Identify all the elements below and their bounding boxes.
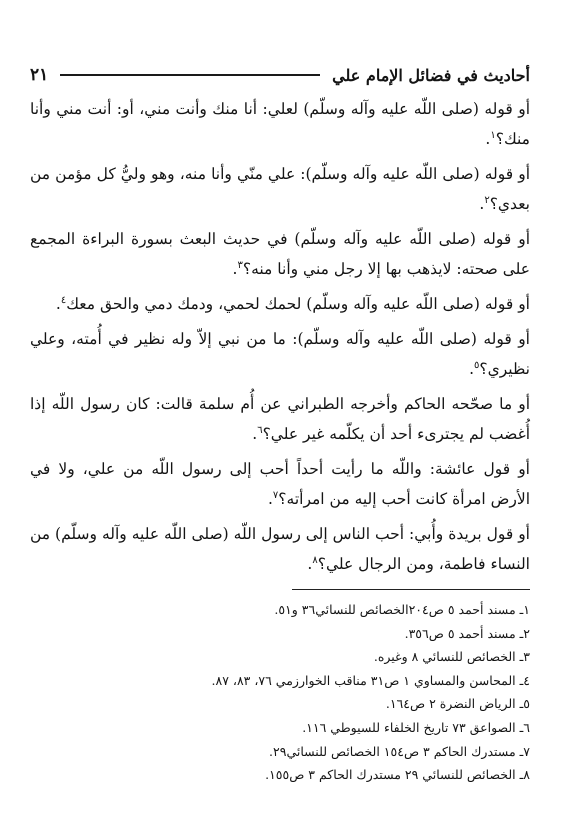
main-text — [30, 94, 530, 579]
footnote-separator — [292, 589, 530, 590]
paragraph: أو قوله (صلى اللّه عليه وآله وسلّم) لحمك لحمي، ودمك دمي والحق معك$^٤$. — [55, 294, 530, 313]
footnote: ٤ـ المحاسن والمساوي ١ ص٣١ مناقب الخوارزمي ٧٦، ٨٣، ٨٧. — [211, 672, 530, 688]
footnote-ref: ٦ — [257, 424, 263, 436]
paragraph-text: أو قوله (صلى اللّه عليه وآله وسلّم): ما من نبي إلاّ وله نظير في أُمته، وعلي نظيري؟ — [30, 330, 530, 378]
running-header — [30, 60, 530, 90]
paragraph-text: أو قول عائشة: واللّه ما رأيت أحداً أحب إلى رسول اللّه من علي، ولا في الأرض امرأة كانت أحب إليه من امرأته؟ — [30, 460, 530, 508]
paragraph: أو ما صحّحه الحاكم وأخرجه الطبراني عن أُم سلمة قالت: كان رسول اللّه إذا أُغضب لم يجترىء أحد أن يكلّمه غير علي؟$^٦$. — [30, 395, 530, 443]
running-title: أحاديث في فضائل الإمام علي — [332, 65, 530, 85]
footnote: ٣ـ الخصائص للنسائي ٨ وغيره. — [373, 649, 530, 665]
footnote: ٧ـ مستدرك الحاكم ٣ ص١٥٤ الخصائص للنسائي٢٩. — [269, 743, 530, 759]
footnote: ٦ـ الصواعق ٧٣ تاريخ الخلفاء للسيوطي ١١٦. — [302, 719, 530, 735]
book-page — [30, 60, 530, 787]
footnote-ref: ١ — [490, 129, 496, 141]
footnote-ref: ٣ — [237, 259, 243, 271]
footnote: ٥ـ الرياض النضرة ٢ ص١٦٤. — [385, 696, 530, 712]
paragraph: أو قول عائشة: واللّه ما رأيت أحداً أحب إلى رسول اللّه من علي، ولا في الأرض امرأة كانت أحب إليه من امرأته؟$^٧$. — [30, 460, 530, 508]
footnote: ٨ـ الخصائص للنسائي ٢٩ مستدرك الحاكم ٣ ص١٥٥. — [265, 767, 530, 783]
header-rule — [60, 74, 320, 76]
paragraph: أو قوله (صلى اللّه عليه وآله وسلّم) في حديث البعث بسورة البراءة المجمع على صحته: لايذهب بها إلا رجل مني وأنا منه؟$^٣$. — [30, 230, 530, 278]
footnote: ٢ـ مسند أحمد ٥ ص٣٥٦. — [404, 625, 530, 641]
paragraph-text: أو ما صحّحه الحاكم وأخرجه الطبراني عن أُم سلمة قالت: كان رسول اللّه إذا أُغضب لم يجترىء أحد أن يكلّمه غير علي؟ — [30, 395, 530, 443]
paragraph-text: أو قول بريدة وأُبي: أحب الناس إلى رسول اللّه (صلى اللّه عليه وآله وسلّم) من النساء فاطمة، ومن الرجال علي؟ — [30, 525, 530, 573]
footnote-ref: ٧ — [272, 489, 279, 501]
footnote-ref: ٢ — [484, 194, 490, 206]
paragraph: أو قوله (صلى اللّه عليه وآله وسلّم): ما من نبي إلاّ وله نظير في أُمته، وعلي نظيري؟$^٥$. — [30, 330, 530, 378]
footnote-ref: ٤ — [60, 294, 67, 306]
paragraph-text: أو قوله (صلى اللّه عليه وآله وسلّم): علي منّي وأنا منه، وهو وليُّ كل مؤمن من بعدي؟ — [30, 165, 530, 213]
paragraph: أو قوله (صلى اللّه عليه وآله وسلّم) لعلي: أنا منك وأنت مني، أو: أنت مني وأنا منك؟$^١$. — [30, 100, 530, 148]
paragraph-text: أو قوله (صلى اللّه عليه وآله وسلّم) لحمك لحمي، ودمك دمي والحق معك — [66, 295, 530, 313]
paragraph: أو قول بريدة وأُبي: أحب الناس إلى رسول اللّه (صلى اللّه عليه وآله وسلّم) من النساء فاطمة، ومن الرجال علي؟$^٨$. — [30, 525, 530, 573]
paragraph-text: أو قوله (صلى اللّه عليه وآله وسلّم) في حديث البعث بسورة البراءة المجمع على صحته: لايذهب بها إلا رجل مني وأنا منه؟ — [30, 230, 530, 278]
page-number: ٢١ — [30, 65, 49, 85]
footnote-ref: ٥ — [474, 359, 480, 371]
paragraph: أو قوله (صلى اللّه عليه وآله وسلّم): علي منّي وأنا منه، وهو وليُّ كل مؤمن من بعدي؟$^٢$. — [30, 165, 530, 213]
paragraph-text: أو قوله (صلى اللّه عليه وآله وسلّم) لعلي: أنا منك وأنت مني، أو: أنت مني وأنا منك؟ — [30, 100, 530, 148]
footnote-ref: ٨ — [312, 554, 318, 566]
footnotes — [30, 598, 530, 787]
footnote: ١ـ مسند أحمد ٥ ص٢٠٤الخصائص للنسائي٣٦ و٥١. — [274, 602, 530, 617]
